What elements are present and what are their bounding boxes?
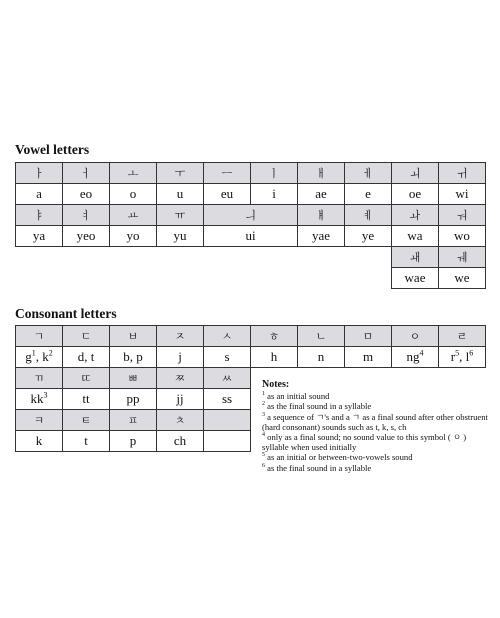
note-item: $^5$ as an initial or between-two-vowels sound [262, 452, 413, 463]
vowel-romanization: e [345, 184, 392, 205]
consonant-letter: ㅇ [392, 326, 439, 347]
vowel-letter: ㅗ [110, 163, 157, 184]
consonant-letter-empty [204, 410, 251, 431]
consonant-romanization: $ng^4$ [392, 347, 439, 368]
consonant-romanization: b, p [110, 347, 157, 368]
vowel-letter: ㅟ [439, 163, 486, 184]
vowel-letter: ㅖ [345, 205, 392, 226]
consonant-letter: ㅍ [110, 410, 157, 431]
vowel-romanization: yeo [63, 226, 110, 247]
note-item: $^1$ as an initial sound [262, 391, 330, 402]
notes-box [262, 380, 494, 473]
vowel-letter: ㅛ [110, 205, 157, 226]
vowel-row-1-korean [16, 163, 486, 184]
consonant-letter: ㄸ [63, 368, 110, 389]
consonant-romanization: ss [204, 389, 251, 410]
vowel-romanization: u [157, 184, 204, 205]
consonant-romanization: n [298, 347, 345, 368]
consonant-letter: ㅁ [345, 326, 392, 347]
consonant-romanization: jj [157, 389, 204, 410]
vowel-romanization: wi [439, 184, 486, 205]
vowel-row-3-korean [16, 247, 486, 268]
consonant-romanization: p [110, 431, 157, 452]
consonant-letter: ㄲ [16, 368, 63, 389]
consonant-letters-heading: Consonant letters [15, 306, 117, 321]
vowel-romanization: yae [298, 226, 345, 247]
consonant-letter: ㅎ [251, 326, 298, 347]
vowel-letter: ㅘ [392, 205, 439, 226]
consonant-letter: ㅋ [16, 410, 63, 431]
consonant-letter: ㅂ [110, 326, 157, 347]
consonant-row-1-roman [16, 347, 486, 368]
note-item: $^4$ only as a final sound; no sound value to this symbol ( ㅇ ) syllable when used initially [262, 432, 467, 453]
consonant-romanization: h [251, 347, 298, 368]
vowel-romanization: ya [16, 226, 63, 247]
vowel-row-2-roman [16, 226, 486, 247]
consonant-romanization: $r^5$, $l^6$ [439, 347, 486, 368]
vowel-romanization: oe [392, 184, 439, 205]
vowel-romanization: eo [63, 184, 110, 205]
consonant-romanization: s [204, 347, 251, 368]
consonant-romanization: pp [110, 389, 157, 410]
vowel-romanization: yo [110, 226, 157, 247]
vowel-row-1-roman [16, 184, 486, 205]
consonant-letter: ㅌ [63, 410, 110, 431]
consonant-romanization: d, t [63, 347, 110, 368]
vowel-letter: ㅑ [16, 205, 63, 226]
vowel-letter: ㅐ [298, 163, 345, 184]
vowel-romanization: a [16, 184, 63, 205]
consonant-letter: ㅆ [204, 368, 251, 389]
vowel-letter: ㅚ [392, 163, 439, 184]
vowel-romanization: wo [439, 226, 486, 247]
consonant-letter: ㅈ [157, 326, 204, 347]
vowel-letter: ㅕ [63, 205, 110, 226]
consonant-romanization: tt [63, 389, 110, 410]
consonant-romanization: ch [157, 431, 204, 452]
consonant-letter: ㄴ [298, 326, 345, 347]
vowel-letter: ㅢ [204, 205, 298, 226]
vowel-letter: ㅔ [345, 163, 392, 184]
vowel-romanization: wa [392, 226, 439, 247]
consonant-romanization: $g^1$, $k^2$ [16, 347, 63, 368]
consonant-letter: ㄱ [16, 326, 63, 347]
vowel-romanization: we [439, 268, 486, 289]
vowel-letter: ㅝ [439, 205, 486, 226]
consonant-romanization: k [16, 431, 63, 452]
consonant-romanization-empty [204, 431, 251, 452]
vowel-romanization: eu [204, 184, 251, 205]
vowel-romanization: yu [157, 226, 204, 247]
consonant-letter: ㄹ [439, 326, 486, 347]
vowel-romanization: ui [204, 226, 298, 247]
vowel-romanization: i [251, 184, 298, 205]
vowel-romanization: wae [392, 268, 439, 289]
vowel-romanization: ye [345, 226, 392, 247]
vowel-romanization: o [110, 184, 157, 205]
note-item: $^2$ as the final sound in a syllable [262, 401, 372, 412]
consonant-romanization: t [63, 431, 110, 452]
consonant-letter: ㅃ [110, 368, 157, 389]
vowel-table [15, 162, 486, 289]
vowel-row-2-korean [16, 205, 486, 226]
note-item: $^6$ as the final sound in a syllable [262, 462, 372, 473]
vowel-letter: ㅜ [157, 163, 204, 184]
consonant-letter: ㅊ [157, 410, 204, 431]
note-item: $^3$ a sequence of ㄱ's and a ㄱ as a final sound after other obstruent (hard consonant) sounds such as t, k, s, ch [262, 411, 488, 432]
vowel-letter: ㅡ [204, 163, 251, 184]
vowel-letter: ㅙ [392, 247, 439, 268]
vowel-letter: ㅓ [63, 163, 110, 184]
vowel-letter: ㅒ [298, 205, 345, 226]
vowel-letter: ㅞ [439, 247, 486, 268]
consonant-romanization: m [345, 347, 392, 368]
vowel-letter: ㅏ [16, 163, 63, 184]
vowel-romanization: ae [298, 184, 345, 205]
consonant-row-1-korean [16, 326, 486, 347]
vowel-letter: ㅣ [251, 163, 298, 184]
consonant-letter: ㅅ [204, 326, 251, 347]
vowel-letter: ㅠ [157, 205, 204, 226]
consonant-romanization: j [157, 347, 204, 368]
vowel-letters-heading: Vowel letters [15, 142, 90, 157]
vowel-row-3-roman [16, 268, 486, 289]
consonant-romanization: $kk^3$ [16, 389, 63, 410]
consonant-letter: ㅉ [157, 368, 204, 389]
notes-title: Notes: [262, 379, 290, 390]
consonant-letter: ㄷ [63, 326, 110, 347]
